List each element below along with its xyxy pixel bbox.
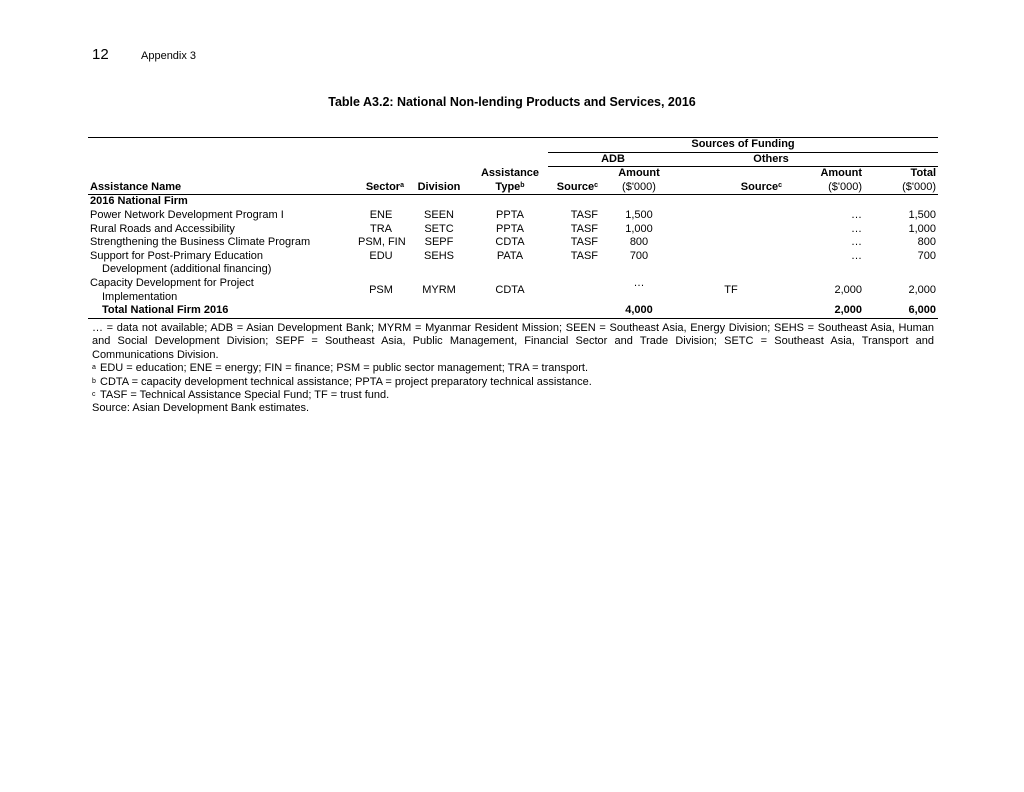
oth-source-cell	[678, 250, 784, 264]
total-cell: 800	[917, 236, 937, 249]
col-adb-source: Source$^c$	[548, 181, 600, 195]
sector-cell: PSM, FIN	[358, 236, 406, 249]
oth-amount-cell: …	[851, 236, 862, 249]
col-type-line1: Assistance	[480, 167, 540, 180]
division-cell: SETC	[424, 222, 454, 235]
adb-source-cell	[548, 277, 600, 304]
type-cell: PPTA	[496, 222, 524, 235]
header-row-1	[88, 138, 938, 153]
page-header	[92, 46, 196, 63]
oth-amount-cell: 2,000	[834, 283, 862, 296]
adb-source-cell: TASF	[570, 236, 598, 249]
table-row	[88, 209, 938, 223]
adb-source-cell: TASF	[570, 249, 598, 262]
col-assistance-name: Assistance Name	[88, 181, 356, 195]
sources-of-funding-header: Sources of Funding	[548, 138, 938, 153]
division-cell: MYRM	[422, 283, 456, 296]
sector-cell: ENE	[369, 208, 393, 221]
type-cell: PPTA	[496, 208, 524, 221]
total-cell: 1,500	[908, 208, 937, 221]
table-row	[88, 250, 938, 264]
data-table	[88, 137, 938, 319]
adb-amount-cell: 1,500	[625, 208, 653, 221]
division-cell: SEHS	[424, 249, 454, 262]
type-cell: PATA	[496, 249, 524, 262]
assistance-name-cont: Development (additional financing)	[102, 263, 272, 276]
total-cell: 1,000	[908, 222, 937, 235]
table-title: Table A3.2: National Non-lending Products and Services, 2016	[328, 95, 696, 109]
col-total-unit: ($'000)	[864, 181, 938, 195]
col-oth-amount-line1: Amount	[820, 167, 862, 180]
oth-amount-cell: …	[851, 208, 862, 221]
header-row-3	[88, 167, 938, 181]
footnote-mark: a	[92, 364, 96, 372]
section-label: Appendix 3	[141, 50, 197, 62]
division-cell: SEPF	[424, 236, 454, 249]
oth-amount-cell: …	[851, 249, 862, 262]
assistance-name: Capacity Development for Project	[90, 276, 254, 289]
total-oth-amount: 2,000	[784, 304, 864, 318]
section-row	[88, 195, 938, 209]
oth-source-cell	[678, 209, 784, 223]
col-type: Type$^b$	[472, 181, 548, 195]
adb-amount-cell: 800	[629, 236, 649, 249]
col-total-line1: Total	[910, 167, 937, 180]
division-cell: SEEN	[424, 208, 454, 221]
assistance-name: Strengthening the Business Climate Program	[90, 236, 311, 249]
oth-amount-cell: …	[851, 222, 862, 235]
oth-source-cell	[678, 236, 784, 250]
assistance-name: Power Network Development Program I	[90, 208, 284, 221]
col-adb-amount-line1: Amount	[618, 167, 660, 180]
sector-cell: TRA	[370, 222, 392, 235]
footnote-text: EDU = education; ENE = energy; FIN = finance; PSM = public sector management; TRA = transport.	[100, 362, 589, 375]
footnote	[92, 389, 934, 402]
footnote	[92, 362, 934, 375]
table-row	[88, 223, 938, 237]
assistance-name-cont: Implementation	[102, 290, 178, 303]
sector-cell: PSM	[369, 283, 393, 296]
abbreviations-note: … = data not available; ADB = Asian Development Bank; MYRM = Myanmar Resident Mission; SEEN = Southeast Asia, Energy Division; SEHS = Southeast Asia, Human and Social Development Division; SEPF = Southeast Asia, Public Management, Financial Sector and Trade Division; SETC = Southeast Asia, Transport and Communications Division.	[92, 322, 934, 361]
header-row-2	[88, 152, 938, 167]
adb-amount-cell: 1,000	[625, 222, 653, 235]
total-row	[88, 304, 938, 318]
footnote-text: CDTA = capacity development technical assistance; PPTA = project preparatory technical assistance.	[100, 375, 592, 388]
oth-source-cell	[678, 223, 784, 237]
col-adb-amount-unit: ($'000)	[600, 181, 678, 195]
total-grand: 6,000	[864, 304, 938, 318]
adb-source-cell: TASF	[570, 208, 598, 221]
total-cell: 2,000	[908, 283, 937, 296]
col-oth-amount-unit: ($'000)	[784, 181, 864, 195]
footnote-mark: b	[92, 377, 96, 385]
total-adb-amount: 4,000	[600, 304, 678, 318]
total-label: Total National Firm 2016	[88, 304, 356, 318]
others-header: Others	[678, 152, 864, 167]
sector-cell: EDU	[369, 249, 393, 262]
data-table-wrap	[88, 137, 938, 319]
source-note: Source: Asian Development Bank estimates.	[92, 402, 310, 415]
table-row	[88, 236, 938, 250]
header-row-4	[88, 181, 938, 195]
adb-source-cell: TASF	[570, 222, 598, 235]
footnote-mark: c	[92, 391, 96, 399]
type-cell: CDTA	[495, 236, 525, 249]
footnote-text: TASF = Technical Assistance Special Fund; TF = trust fund.	[100, 389, 390, 402]
col-division: Division	[406, 181, 472, 195]
page-number: 12	[92, 46, 109, 63]
col-sector: Sector$^a$	[356, 181, 406, 195]
table-row-continuation	[88, 263, 938, 277]
adb-amount-cell: …	[633, 276, 645, 289]
assistance-name: Rural Roads and Accessibility	[90, 222, 235, 235]
type-cell: CDTA	[495, 283, 525, 296]
section-label: 2016 National Firm	[90, 195, 188, 208]
adb-header: ADB	[548, 152, 678, 167]
assistance-name: Support for Post-Primary Education	[90, 249, 264, 262]
adb-amount-cell: 700	[629, 249, 649, 262]
table-row	[88, 277, 938, 291]
total-cell: 700	[917, 249, 937, 262]
col-oth-source: Source$^c$	[678, 181, 784, 195]
footnote	[92, 376, 934, 389]
oth-source-cell: TF	[724, 283, 738, 296]
table-notes	[92, 322, 934, 416]
